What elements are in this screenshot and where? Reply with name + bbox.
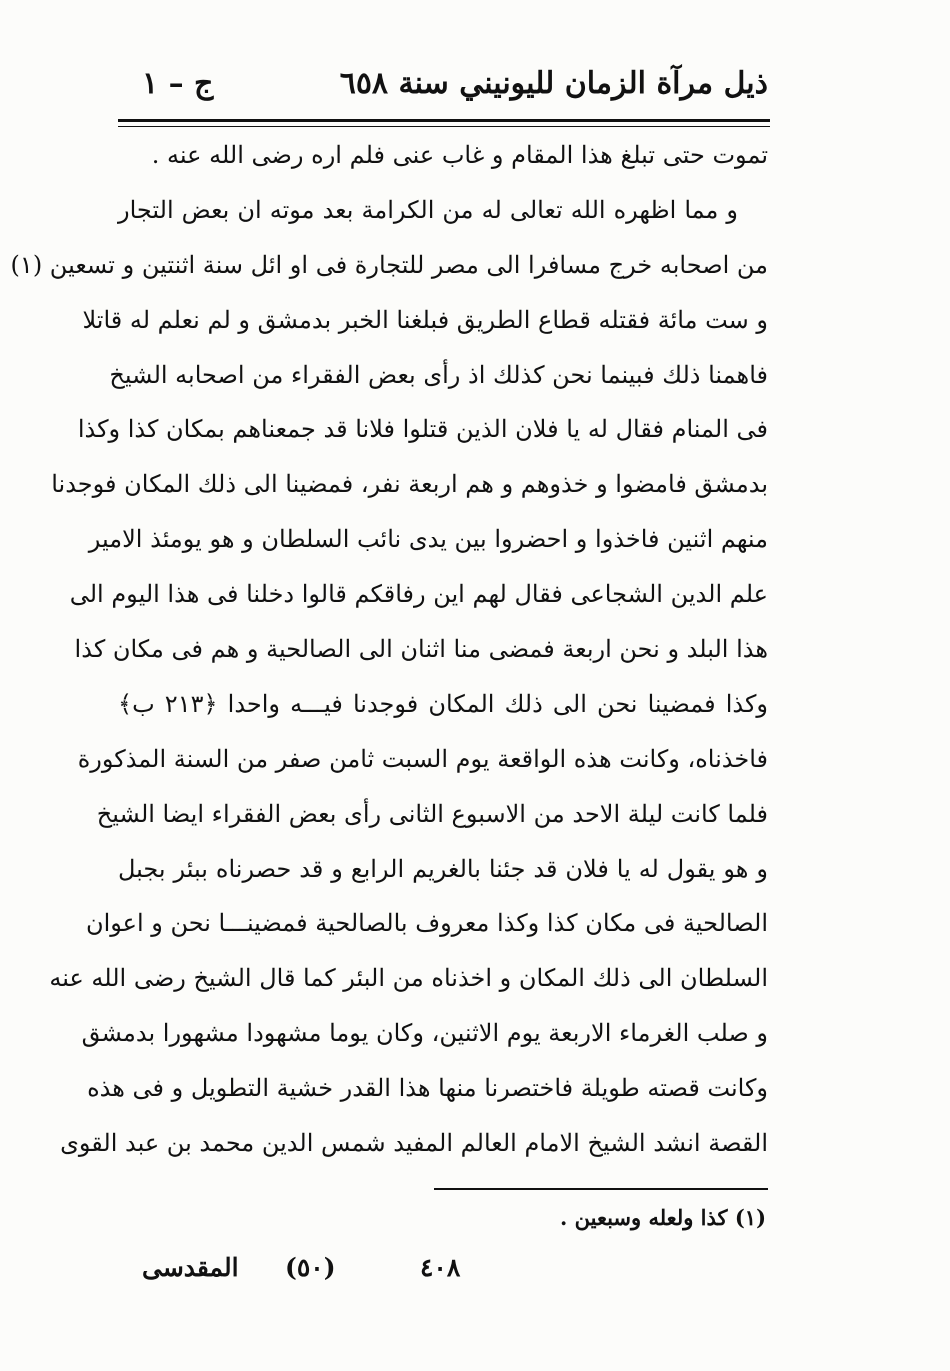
body-text <box>10 128 768 1171</box>
text-line: القصة انشد الشيخ الامام العالم المفيد شمس الدين محمد بن عبد القوى <box>60 1129 768 1158</box>
text-line: و ست مائة فقتله قطاع الطريق فبلغنا الخبر بدمشق و لم نعلم له قاتلا <box>82 305 768 334</box>
text-line: علم الدين الشجاعى فقال لهم اين رفاقكم قالوا دخلنا فى هذا اليوم الى <box>69 580 768 609</box>
text-line: منهم اثنين فاخذوا و احضروا بين يدى نائب السلطان و هو يومئذ الامير <box>88 525 768 554</box>
header-rule-thin <box>118 126 770 127</box>
running-title: ذيل مرآة الزمان لليونيني سنة ٦٥٨ <box>339 66 768 101</box>
text-line: تموت حتى تبلغ هذا المقام و غاب عنى فلم اره رضى الله عنه . <box>151 141 768 169</box>
text-line: بدمشق فامضوا و خذوهم و هم اربعة نفر، فمضينا الى ذلك المكان فوجدنا <box>51 470 768 499</box>
text-line: و هو يقول له يا فلان قد جئنا بالغريم الرابع و قد حصرناه ببئر بجبل <box>118 854 768 883</box>
text-line: هذا البلد و نحن اربعة فمضى منا اثنان الى الصالحية و هم فى مكان كذا <box>74 635 768 664</box>
text-line: وكذا فمضينا نحن الى ذلك المكان فوجدنا فيـــه واحدا ﴿٢١٣ ب﴾ <box>118 689 768 718</box>
volume-number: ج – ١ <box>142 66 214 101</box>
text-line: السلطان الى ذلك المكان و اخذناه من البئر كما قال الشيخ رضى الله عنه <box>49 964 768 993</box>
text-line: فى المنام فقال له يا فلان الذين قتلوا فلانا قد جمعناهم بمكان كذا وكذا <box>77 415 768 444</box>
footnote-rule <box>434 1188 768 1190</box>
text-line: فاهمنا ذلك فبينما نحن كذلك اذ رأى بعض الفقراء من اصحابه الشيخ <box>109 360 768 389</box>
signature-mark: (٥٠) <box>285 1253 336 1282</box>
footnote: (١) كذا ولعله وسبعين . <box>560 1205 766 1230</box>
header-rule-thick <box>118 119 770 122</box>
text-line: و مما اظهره الله تعالى له من الكرامة بعد موته ان بعض التجار <box>118 195 738 224</box>
text-line: وكانت قصته طويلة فاختصرنا منها هذا القدر خشية التطويل و فى هذه <box>87 1074 768 1103</box>
page-number: ٤٠٨ <box>420 1253 461 1282</box>
text-line: فاخذناه، وكانت هذه الواقعة يوم السبت ثامن صفر من السنة المذكورة <box>77 744 768 773</box>
text-line: و صلب الغرماء الاربعة يوم الاثنين، وكان يوما مشهودا مشهورا بدمشق <box>81 1019 768 1048</box>
catchword: المقدسى <box>142 1253 239 1282</box>
text-line: من اصحابه خرج مسافرا الى مصر للتجارة فى او ائل سنة اثنتين و تسعين (١) <box>10 250 768 279</box>
page-footer <box>120 1246 770 1290</box>
text-line: فلما كانت ليلة الاحد من الاسبوع الثانى رأى بعض الفقراء ايضا الشيخ <box>96 799 768 828</box>
page-header <box>120 58 768 110</box>
text-line: الصالحية فى مكان كذا وكذا معروف بالصالحية فمضينـــا نحن و اعوان <box>85 909 768 938</box>
